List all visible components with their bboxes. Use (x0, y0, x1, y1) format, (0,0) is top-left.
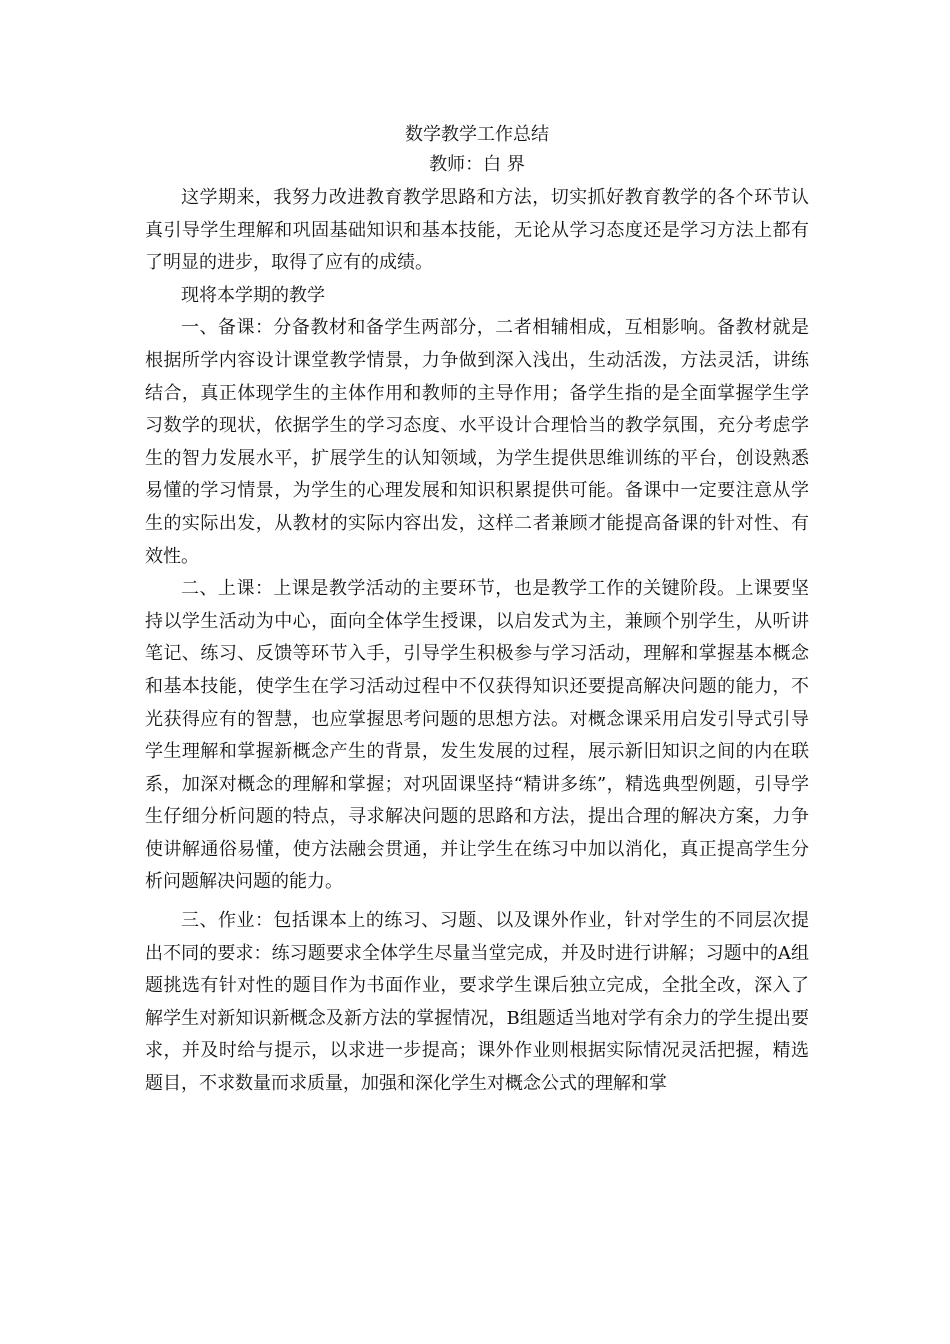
paragraph-teaching: 二、上课：上课是教学活动的主要环节，也是教学工作的关键阶段。上课要坚持以学生活动为中心，面向全体学生授课，以启发式为主，兼顾个别学生，从听讲笔记、练习、反馈等环节入手，引导学生积极参与学习活动，理解和掌握基本概念和基本技能，使学生在学习活动过程中不仅获得知识还要提高解决问题的能力，不光获得应有的智慧，也应掌握思考问题的思想方法。对概念课采用启发引导式引导学生理解和掌握新概念产生的背景，发生发展的过程，展示新旧知识之间的内在联系，加深对概念的理解和掌握；对巩固课坚持“精讲多练”，精选典型例题，引导学生仔细分析问题的特点，寻求解决问题的思路和方法，提出合理的解决方案，力争使讲解通俗易懂，使方法融会贯通，并让学生在练习中加以消化，真正提高学生分析问题解决问题的能力。 (145, 578, 809, 893)
paragraph-homework: 三、作业：包括课本上的练习、习题、以及课外作业，针对学生的不同层次提出不同的要求：练习题要求全体学生尽量当堂完成，并及时进行讲解；习题中的A组题挑选有针对性的题目作为书面作业，要求学生课后独立完成，全批全改，深入了解学生对新知识新概念及新方法的掌握情况，B组题适当地对学有余力的学生提出要求，并及时给与提示，以求进一步提高；课外作业则根据实际情况灵活把握，精选题目，不求数量而求质量，加强和深化学生对概念公式的理解和掌 (145, 910, 809, 1095)
document-title: 数学教学工作总结 (405, 124, 549, 145)
document-author: 教师：白 界 (429, 154, 525, 175)
paragraph-lesson-prep: 一、备课：分备教材和备学生两部分，二者相辅相成，互相影响。备教材就是根据所学内容设计课堂教学情景，力争做到深入浅出，生动活泼，方法灵活，讲练结合，真正体现学生的主体作用和教师的主导作用；备学生指的是全面掌握学生学习数学的现状，依据学生的学习态度、水平设计合理恰当的教学氛围，充分考虑学生的智力发展水平，扩展学生的认知领域，为学生提供思维训练的平台，创设熟悉易懂的学习情景，为学生的心理发展和知识积累提供可能。备课中一定要注意从学生的实际出发，从教材的实际内容出发，这样二者兼顾才能提高备课的针对性、有效性。 (145, 317, 809, 567)
paragraph-intro: 这学期来，我努力改进教育教学思路和方法，切实抓好教育教学的各个环节认真引导学生理解和巩固基础知识和基本技能，无论从学习态度还是学习方法上都有了明显的进步，取得了应有的成绩。 (145, 187, 809, 274)
document-page (145, 120, 809, 1101)
paragraph-lead: 现将本学期的教学 (181, 284, 325, 306)
